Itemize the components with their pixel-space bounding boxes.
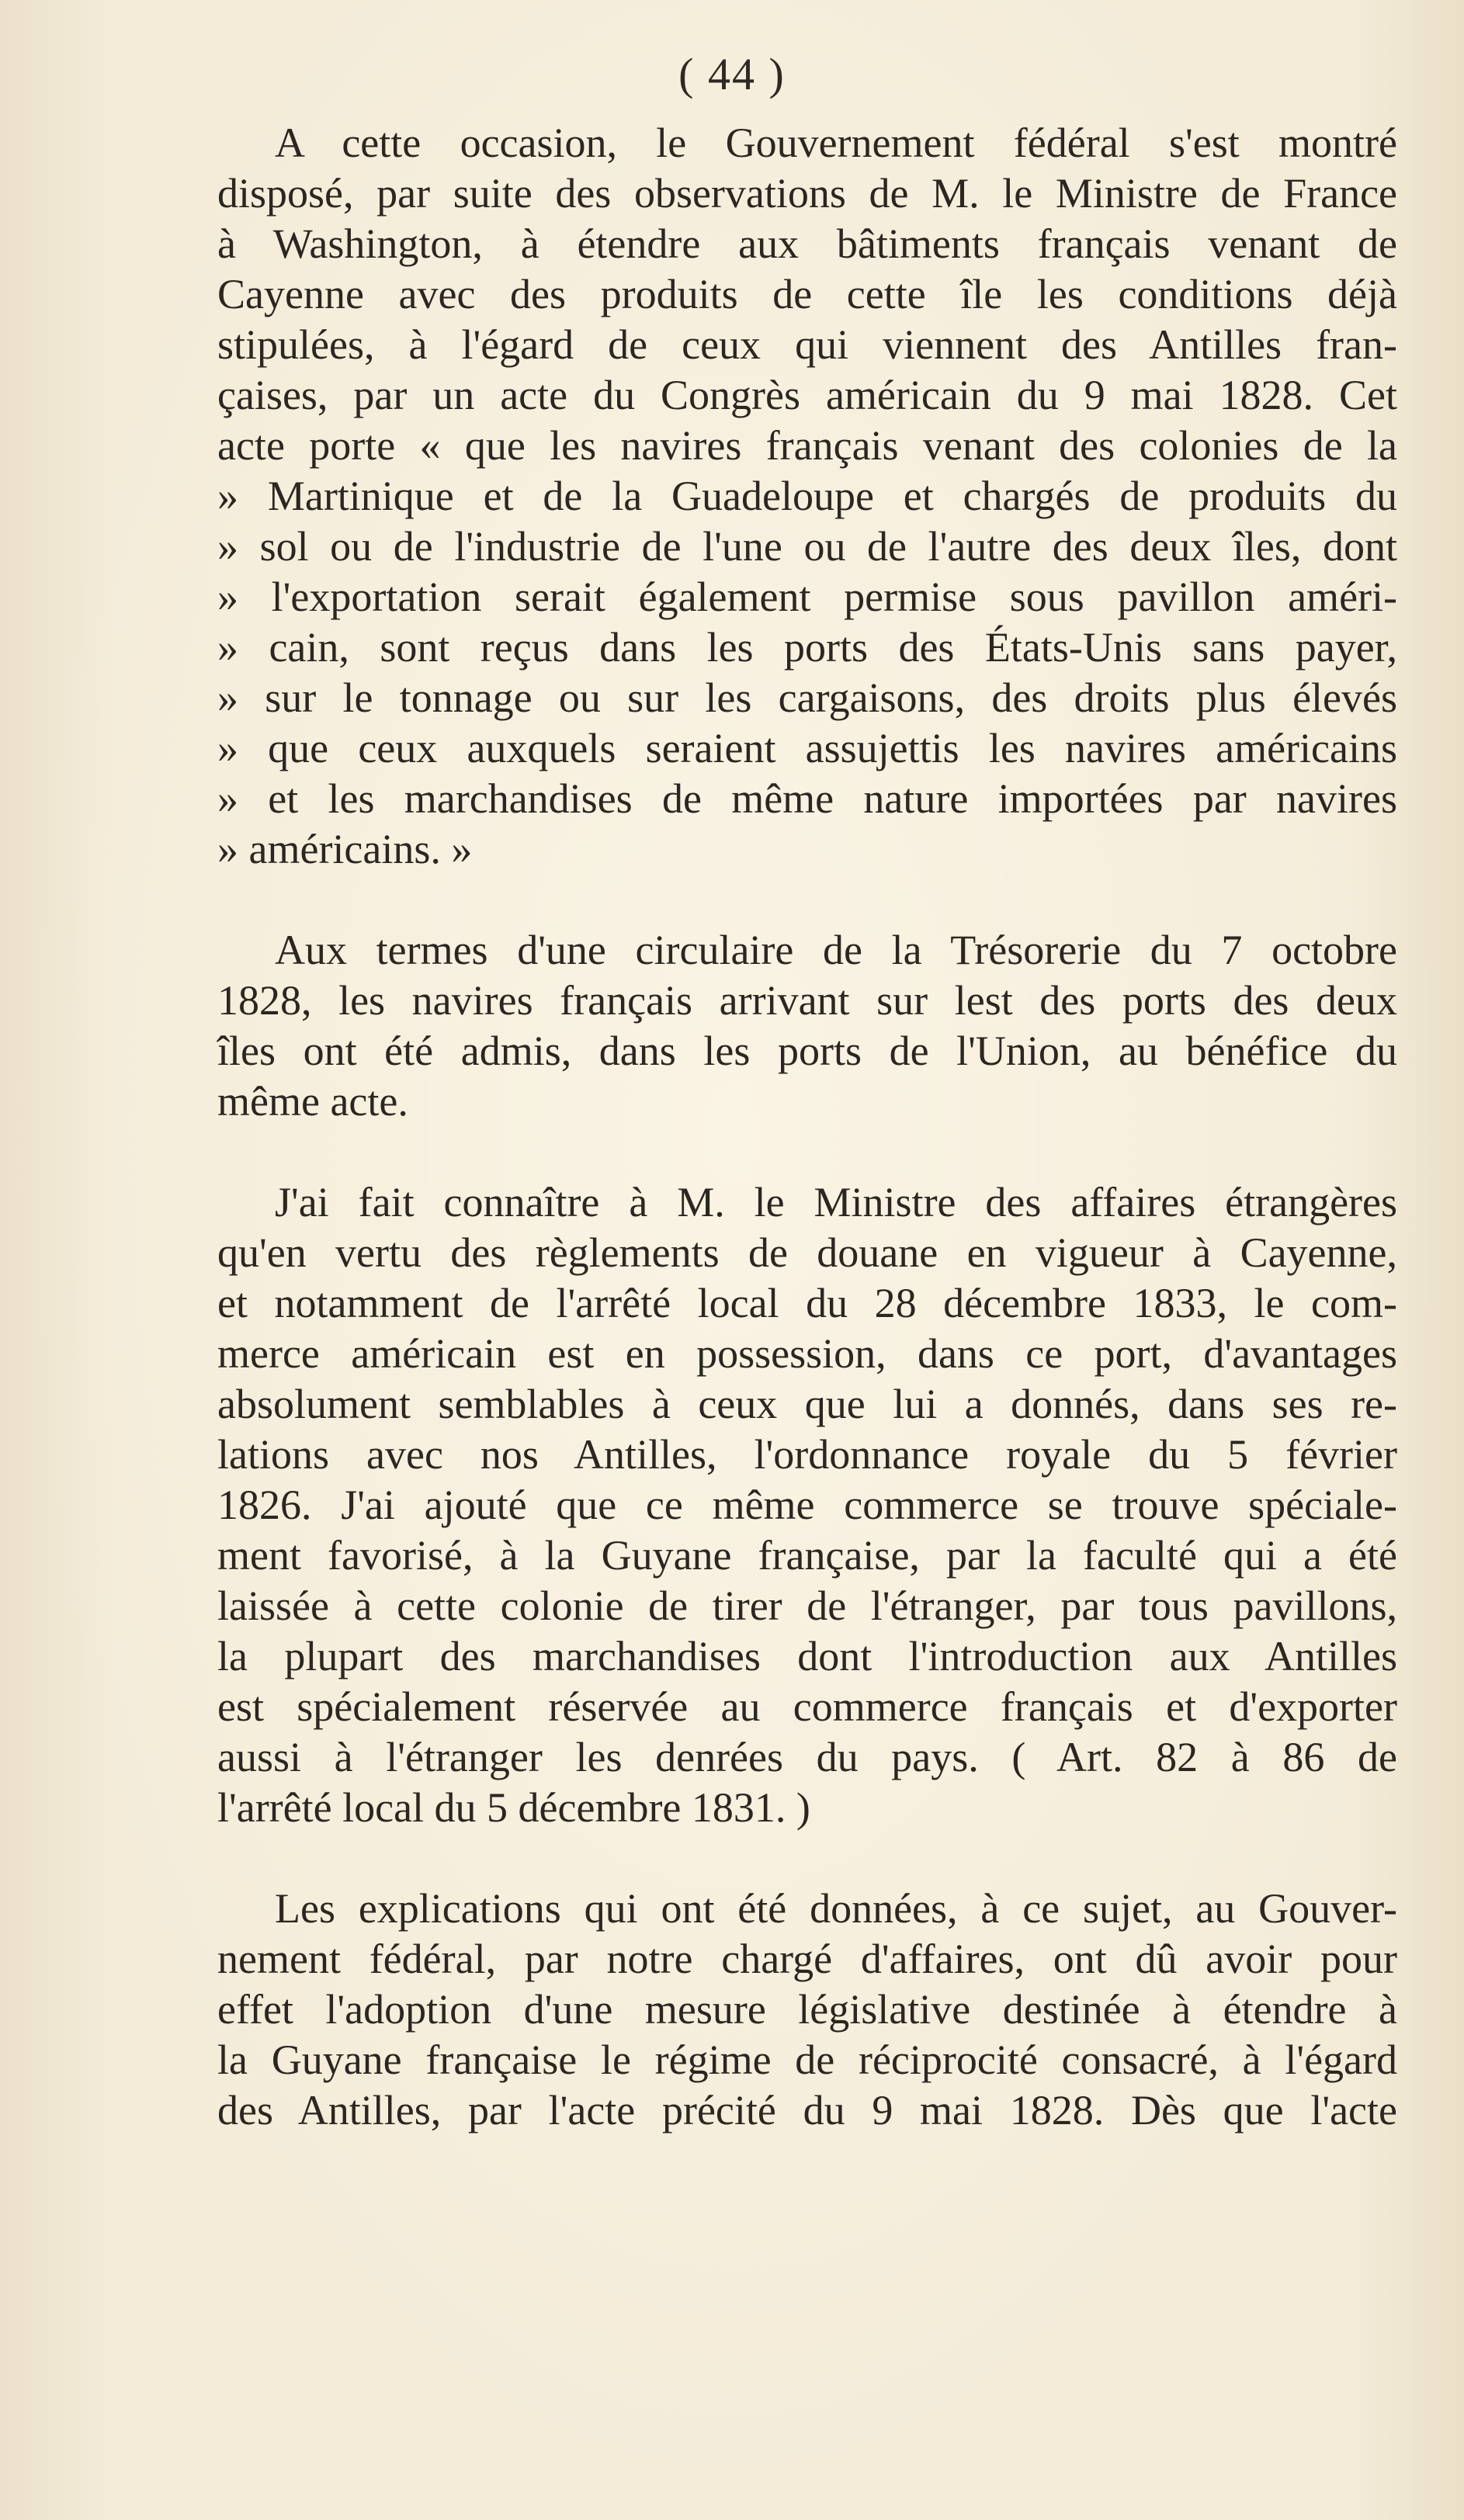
text-line: nement fédéral, par notre chargé d'affaires, ont dû avoir pour [217, 1936, 1397, 1982]
text-line: absolument semblables à ceux que lui a donnés, dans ses re- [217, 1381, 1397, 1427]
text-line: merce américain est en possession, dans ce port, d'avantages [217, 1330, 1397, 1377]
text-line: A cette occasion, le Gouvernement fédéral s'est montré [275, 120, 1397, 166]
text-line: Cayenne avec des produits de cette île les conditions déjà [217, 271, 1397, 317]
quoted-line: » sol ou de l'industrie de l'une ou de l'autre des deux îles, dont [217, 523, 1397, 570]
paragraph-1 [217, 118, 1397, 875]
text-line: stipulées, à l'égard de ceux qui viennent des Antilles fran- [217, 321, 1397, 368]
text-line: la plupart des marchandises dont l'introduction aux Antilles [217, 1633, 1397, 1679]
text-line: ment favorisé, à la Guyane française, par la faculté qui a été [217, 1532, 1397, 1579]
quoted-line: » l'exportation serait également permise sous pavillon améri- [217, 574, 1397, 620]
text-line: des Antilles, par l'acte précité du 9 mai 1828. Dès que l'acte [217, 2087, 1397, 2134]
text-line: Aux termes d'une circulaire de la Trésorerie du 7 octobre [275, 927, 1397, 973]
text-line: la Guyane française le régime de réciprocité consacré, à l'égard [217, 2036, 1397, 2083]
quoted-line: » américains. » [217, 826, 473, 872]
text-line: à Washington, à étendre aux bâtiments français venant de [217, 220, 1397, 267]
text-line: et notamment de l'arrêté local du 28 décembre 1833, le com- [217, 1280, 1397, 1326]
text-line: disposé, par suite des observations de M. le Ministre de France [217, 170, 1397, 217]
quoted-line: » cain, sont reçus dans les ports des États-Unis sans payer, [217, 624, 1397, 671]
quoted-line: » que ceux auxquels seraient assujettis les navires américains [217, 725, 1397, 771]
paragraph-3 [217, 1177, 1397, 1833]
text-line: même acte. [217, 1078, 408, 1125]
page-number: ( 44 ) [678, 49, 786, 99]
text-line: acte porte « que les navires français venant des colonies de la [217, 422, 1397, 469]
text-line: 1826. J'ai ajouté que ce même commerce se trouve spéciale- [217, 1482, 1397, 1528]
paragraph-2 [217, 925, 1397, 1127]
quoted-line: » Martinique et de la Guadeloupe et chargés de produits du [217, 473, 1397, 519]
text-line: lations avec nos Antilles, l'ordonnance royale du 5 février [217, 1431, 1397, 1478]
text-line: effet l'adoption d'une mesure législative destinée à étendre à [217, 1986, 1397, 2033]
quoted-line: » sur le tonnage ou sur les cargaisons, des droits plus élevés [217, 674, 1397, 721]
text-line: Les explications qui ont été données, à ce sujet, au Gouver- [275, 1885, 1397, 1932]
text-line: l'arrêté local du 5 décembre 1831. ) [217, 1784, 810, 1831]
paragraph-4 [217, 1884, 1397, 2136]
text-line: 1828, les navires français arrivant sur lest des ports des deux [217, 977, 1397, 1024]
text-line: est spécialement réservée au commerce français et d'exporter [217, 1683, 1397, 1730]
text-line: J'ai fait connaître à M. le Ministre des affaires étrangères [275, 1179, 1397, 1225]
quoted-line: » et les marchandises de même nature importées par navires [217, 775, 1397, 822]
text-line: laissée à cette colonie de tirer de l'étranger, par tous pavillons, [217, 1582, 1397, 1629]
text-line: qu'en vertu des règlements de douane en vigueur à Cayenne, [217, 1229, 1397, 1276]
text-line: çaises, par un acte du Congrès américain du 9 mai 1828. Cet [217, 372, 1397, 418]
text-line: îles ont été admis, dans les ports de l'Union, au bénéfice du [217, 1028, 1397, 1074]
text-line: aussi à l'étranger les denrées du pays. ( Art. 82 à 86 de [217, 1734, 1397, 1780]
body-text [217, 118, 1397, 2136]
